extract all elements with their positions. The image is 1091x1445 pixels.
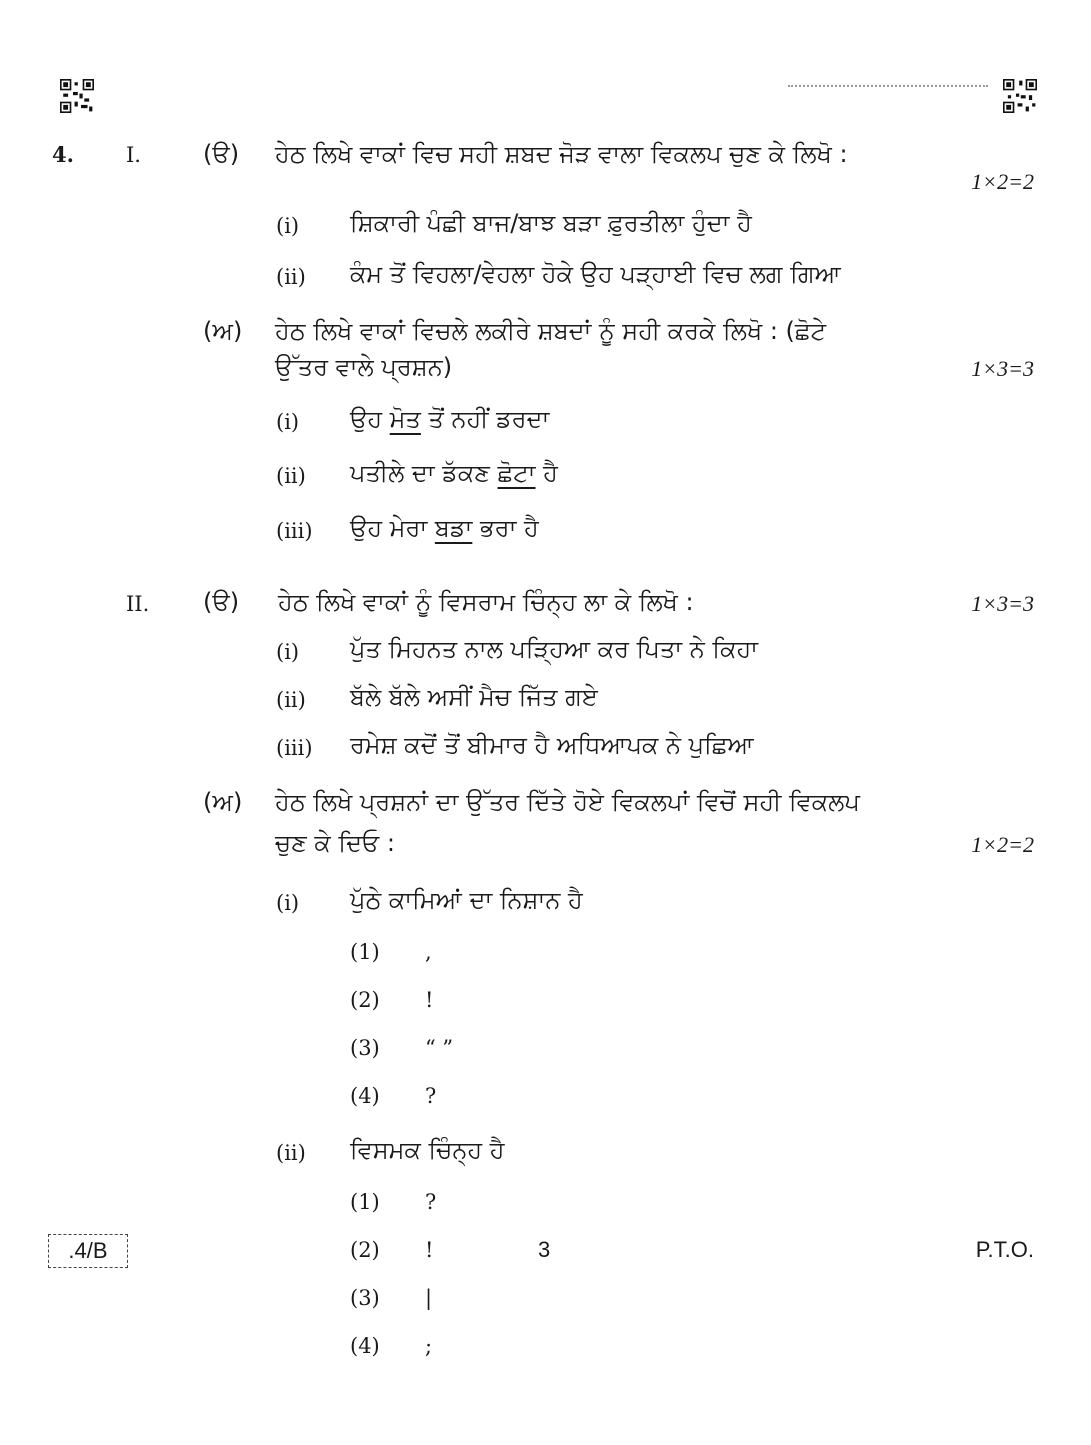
option-value: “ ” (425, 1036, 454, 1060)
page-number: 3 (538, 1237, 551, 1262)
underlined-word: ਬਡਾ (434, 514, 473, 542)
option-label: (3) (350, 1286, 380, 1310)
subpart-label: (ਅ) (203, 788, 243, 816)
part-label: I. (126, 143, 141, 167)
header-rule (788, 85, 988, 87)
marks: 1×3=3 (971, 591, 1034, 616)
marks: 1×3=3 (971, 356, 1034, 381)
option-value: ; (425, 1334, 433, 1358)
option-value: ? (425, 1190, 437, 1214)
option-value: ? (425, 1084, 437, 1108)
item-label: (i) (276, 214, 300, 238)
option-label: (4) (350, 1084, 380, 1108)
item-text: ਉਹ ਮੇਰਾ ਬਡਾ ਭਰਾ ਹੈ (350, 514, 539, 542)
underlined-word: ਛੋਟਾ (497, 459, 536, 487)
option-value: ! (425, 1238, 434, 1262)
question-text: ਹੇਠ ਲਿਖੇ ਵਾਕਾਂ ਵਿਚ ਸਹੀ ਸ਼ਬਦ ਜੋੜ ਵਾਲਾ ਵਿਕਲਪ ਚੁਣ ਕੇ ਲਿਖੋ : (275, 140, 848, 168)
option-label: (4) (350, 1334, 380, 1358)
paper-code: .4/B (48, 1234, 128, 1268)
underlined-word: ਮੋਤ (389, 405, 421, 433)
question-number: 4. (52, 142, 74, 167)
item-text: ਪੁੱਤ ਮਿਹਨਤ ਨਾਲ ਪੜ੍ਹਿਆ ਕਰ ਪਿਤਾ ਨੇ ਕਿਹਾ (350, 635, 759, 663)
item-text: ਪੁੱਠੇ ਕਾਮਿਆਂ ਦਾ ਨਿਸ਼ਾਨ ਹੈ (350, 886, 583, 914)
item-label: (i) (276, 410, 300, 434)
item-label: (ii) (276, 688, 306, 712)
item-text: ਬੱਲੇ ਬੱਲੇ ਅਸੀਂ ਮੈਚ ਜਿੱਤ ਗਏ (350, 683, 598, 711)
item-text: ਉਹ ਮੋਤ ਤੋਂ ਨਹੀਂ ਡਰਦਾ (350, 405, 550, 433)
marks: 1×2=2 (971, 169, 1034, 194)
marks: 1×2=2 (971, 832, 1034, 857)
option-value: ! (425, 988, 434, 1012)
item-label: (ii) (276, 265, 306, 289)
option-label: (1) (350, 1190, 380, 1214)
qr-code-right (1003, 79, 1037, 113)
item-text: ਵਿਸਮਕ ਚਿੰਨ੍ਹ ਹੈ (350, 1136, 505, 1164)
option-label: (2) (350, 988, 380, 1012)
option-label: (2) (350, 1238, 380, 1262)
part-label: II. (126, 592, 150, 616)
question-text-line1: ਹੇਠ ਲਿਖੇ ਵਾਕਾਂ ਵਿਚਲੇ ਲਕੀਰੇ ਸ਼ਬਦਾਂ ਨੂੰ ਸਹੀ ਕਰਕੇ ਲਿਖੋ : (ਛੋਟੇ (275, 317, 827, 345)
question-text-line1: ਹੇਠ ਲਿਖੇ ਪ੍ਰਸ਼ਨਾਂ ਦਾ ਉੱਤਰ ਦਿੱਤੇ ਹੋਏ ਵਿਕਲਪਾਂ ਵਿਚੋਂ ਸਹੀ ਵਿਕਲਪ (275, 788, 860, 816)
option-value: | (425, 1286, 433, 1310)
item-label: (i) (276, 640, 300, 664)
item-text: ਰਮੇਸ਼ ਕਦੋਂ ਤੋਂ ਬੀਮਾਰ ਹੈ ਅਧਿਆਪਕ ਨੇ ਪੁਛਿਆ (350, 731, 754, 759)
item-label: (ii) (276, 1141, 306, 1165)
item-label: (i) (276, 891, 300, 915)
item-label: (ii) (276, 464, 306, 488)
subpart-label: (ਅ) (203, 317, 243, 345)
item-text: ਪਤੀਲੇ ਦਾ ਡੱਕਣ ਛੋਟਾ ਹੈ (350, 459, 558, 487)
option-value: , (425, 940, 432, 964)
subpart-label: (ੳ) (203, 140, 240, 168)
please-turn-over: P.T.O. (975, 1237, 1034, 1262)
question-text: ਹੇਠ ਲਿਖੇ ਵਾਕਾਂ ਨੂੰ ਵਿਸਰਾਮ ਚਿੰਨ੍ਹ ਲਾ ਕੇ ਲਿਖੋ : (278, 588, 694, 616)
subpart-label: (ੳ) (203, 588, 240, 616)
question-text-line2: ਉੱਤਰ ਵਾਲੇ ਪ੍ਰਸ਼ਨ) (275, 353, 453, 381)
item-label: (iii) (276, 736, 313, 760)
item-text: ਕੰਮ ਤੋਂ ਵਿਹਲਾ/ਵੇਹਲਾ ਹੋਕੇ ਉਹ ਪੜ੍ਹਾਈ ਵਿਚ ਲਗ ਗਿਆ (350, 260, 841, 288)
qr-code-left (60, 79, 94, 113)
option-label: (1) (350, 940, 380, 964)
question-text-line2: ਚੁਣ ਕੇ ਦਿਓ : (275, 829, 395, 857)
item-label: (iii) (276, 519, 313, 543)
item-text: ਸ਼ਿਕਾਰੀ ਪੰਛੀ ਬਾਜ/ਬਾਝ ਬੜਾ ਫ਼ੁਰਤੀਲਾ ਹੁੰਦਾ ਹੈ (350, 209, 752, 237)
option-label: (3) (350, 1036, 380, 1060)
